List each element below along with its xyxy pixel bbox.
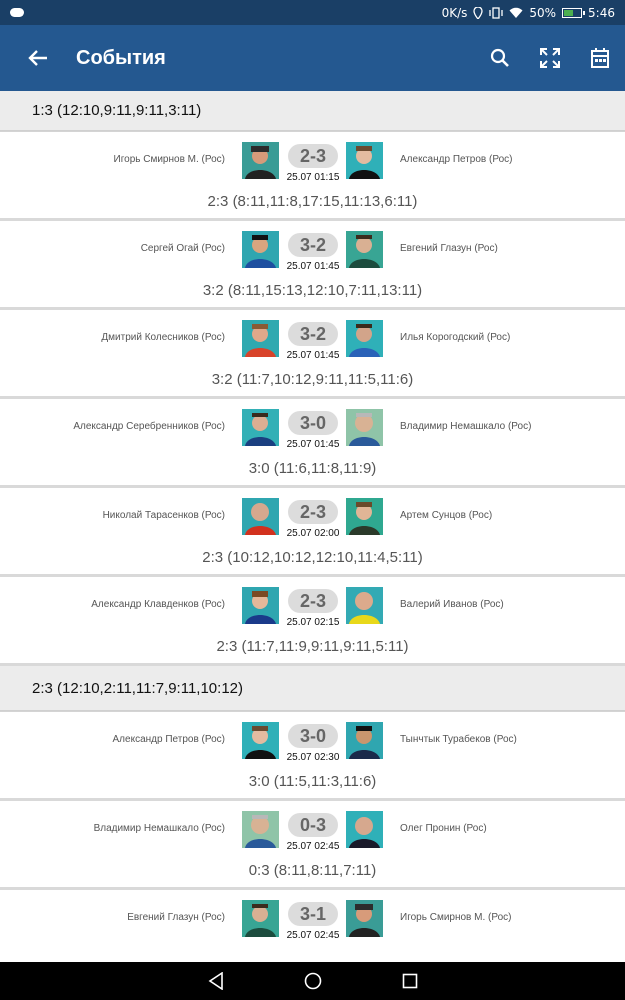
recents-square-icon[interactable]	[402, 973, 418, 989]
system-nav-bar	[0, 962, 625, 1000]
player1-name: Игорь Смирнов М. (Рос)	[113, 154, 225, 165]
match-score: 3-0	[288, 411, 338, 435]
match-card[interactable]	[0, 577, 625, 666]
player2-name: Владимир Немашкало (Рос)	[400, 421, 532, 432]
set-scores: 2:3 (10:12,10:12,12:10,11:4,5:11)	[202, 549, 423, 566]
player2-name: Олег Пронин (Рос)	[400, 823, 487, 834]
match-card[interactable]	[0, 890, 625, 962]
match-card[interactable]	[0, 712, 625, 801]
player2-name: Евгений Глазун (Рос)	[400, 243, 498, 254]
search-icon	[490, 48, 510, 68]
player1-avatar	[242, 811, 279, 848]
player2-name: Артем Сунцов (Рос)	[400, 510, 493, 521]
player2-avatar	[346, 320, 383, 357]
calendar-icon	[591, 48, 609, 68]
page-title: События	[76, 46, 166, 69]
player1-avatar	[242, 722, 279, 759]
player2-name: Тынчтык Турабеков (Рос)	[400, 734, 517, 745]
match-time: 25.07 02:30	[286, 752, 340, 763]
player2-avatar	[346, 498, 383, 535]
cloud-icon	[10, 8, 24, 17]
set-scores: 2:3 (8:11,11:8,17:15,11:13,6:11)	[207, 193, 418, 210]
player2-name: Игорь Смирнов М. (Рос)	[400, 912, 512, 923]
set-scores: 2:3 (11:7,11:9,9:11,9:11,5:11)	[216, 638, 409, 655]
player1-name: Евгений Глазун (Рос)	[127, 912, 225, 923]
match-time: 25.07 02:15	[286, 617, 340, 628]
status-right	[442, 6, 615, 20]
player1-name: Николай Тарасенков (Рос)	[102, 510, 225, 521]
player2-avatar	[346, 142, 383, 179]
set-scores: 3:2 (8:11,15:13,12:10,7:11,13:11)	[202, 282, 423, 299]
net-speed: 0K/s	[441, 5, 468, 20]
calendar-button[interactable]	[575, 25, 625, 91]
back-triangle-icon[interactable]	[208, 972, 224, 990]
status-bar	[0, 0, 625, 25]
player1-avatar	[242, 320, 279, 357]
clock: 5:46	[588, 5, 615, 20]
player1-name: Александр Клавденков (Рос)	[91, 599, 225, 610]
vibrate-icon	[489, 7, 503, 19]
match-score: 3-1	[288, 902, 338, 926]
player1-avatar	[242, 231, 279, 268]
location-icon	[473, 7, 483, 19]
match-card[interactable]	[0, 310, 625, 399]
app-bar	[0, 25, 625, 91]
player1-name: Владимир Немашкало (Рос)	[93, 823, 225, 834]
match-score: 3-2	[288, 322, 338, 346]
match-card[interactable]	[0, 132, 625, 221]
match-card[interactable]	[0, 221, 625, 310]
match-time: 25.07 01:45	[286, 350, 340, 361]
set-scores: 3:2 (11:7,10:12,9:11,11:5,11:6)	[211, 371, 414, 388]
match-score: 0-3	[288, 813, 338, 837]
player2-avatar	[346, 587, 383, 624]
battery-icon	[562, 8, 582, 18]
match-card[interactable]	[0, 488, 625, 577]
match-score: 3-0	[288, 724, 338, 748]
player1-avatar	[242, 900, 279, 937]
player2-avatar	[346, 722, 383, 759]
match-card[interactable]	[0, 399, 625, 488]
set-scores: 3:0 (11:6,11:8,11:9)	[248, 460, 377, 477]
group-header: 2:3 (12:10,2:11,11:7,9:11,10:12)	[0, 666, 625, 711]
match-time: 25.07 02:45	[286, 930, 340, 941]
player1-name: Сергей Огай (Рос)	[140, 243, 225, 254]
player2-avatar	[346, 231, 383, 268]
player1-name: Александр Серебренников (Рос)	[73, 421, 225, 432]
player2-name: Илья Корогодский (Рос)	[400, 332, 511, 343]
player1-avatar	[242, 587, 279, 624]
player1-name: Дмитрий Колесников (Рос)	[101, 332, 225, 343]
home-circle-icon[interactable]	[304, 972, 322, 990]
fullscreen-icon	[540, 48, 560, 68]
match-time: 25.07 01:45	[286, 439, 340, 450]
match-card[interactable]	[0, 801, 625, 890]
match-score: 2-3	[288, 589, 338, 613]
battery-percent: 50%	[529, 5, 557, 20]
set-scores: 3:0 (11:5,11:3,11:6)	[248, 773, 377, 790]
match-time: 25.07 01:45	[286, 261, 340, 272]
player1-avatar	[242, 142, 279, 179]
search-button[interactable]	[475, 25, 525, 91]
player1-avatar	[242, 409, 279, 446]
match-score: 2-3	[288, 144, 338, 168]
events-list[interactable]	[0, 91, 625, 962]
set-scores: 0:3 (8:11,8:11,7:11)	[248, 862, 377, 879]
match-time: 25.07 02:45	[286, 841, 340, 852]
player2-avatar	[346, 900, 383, 937]
match-score: 3-2	[288, 233, 338, 257]
match-score: 2-3	[288, 500, 338, 524]
player1-avatar	[242, 498, 279, 535]
wifi-icon	[509, 7, 523, 19]
arrow-back-icon	[28, 49, 48, 67]
player2-avatar	[346, 811, 383, 848]
player2-name: Александр Петров (Рос)	[400, 154, 513, 165]
fullscreen-button[interactable]	[525, 25, 575, 91]
player2-name: Валерий Иванов (Рос)	[400, 599, 504, 610]
match-time: 25.07 01:15	[286, 172, 340, 183]
player2-avatar	[346, 409, 383, 446]
match-time: 25.07 02:00	[286, 528, 340, 539]
back-button[interactable]	[0, 25, 76, 91]
player1-name: Александр Петров (Рос)	[112, 734, 225, 745]
group-header: 1:3 (12:10,9:11,9:11,3:11)	[0, 91, 625, 131]
